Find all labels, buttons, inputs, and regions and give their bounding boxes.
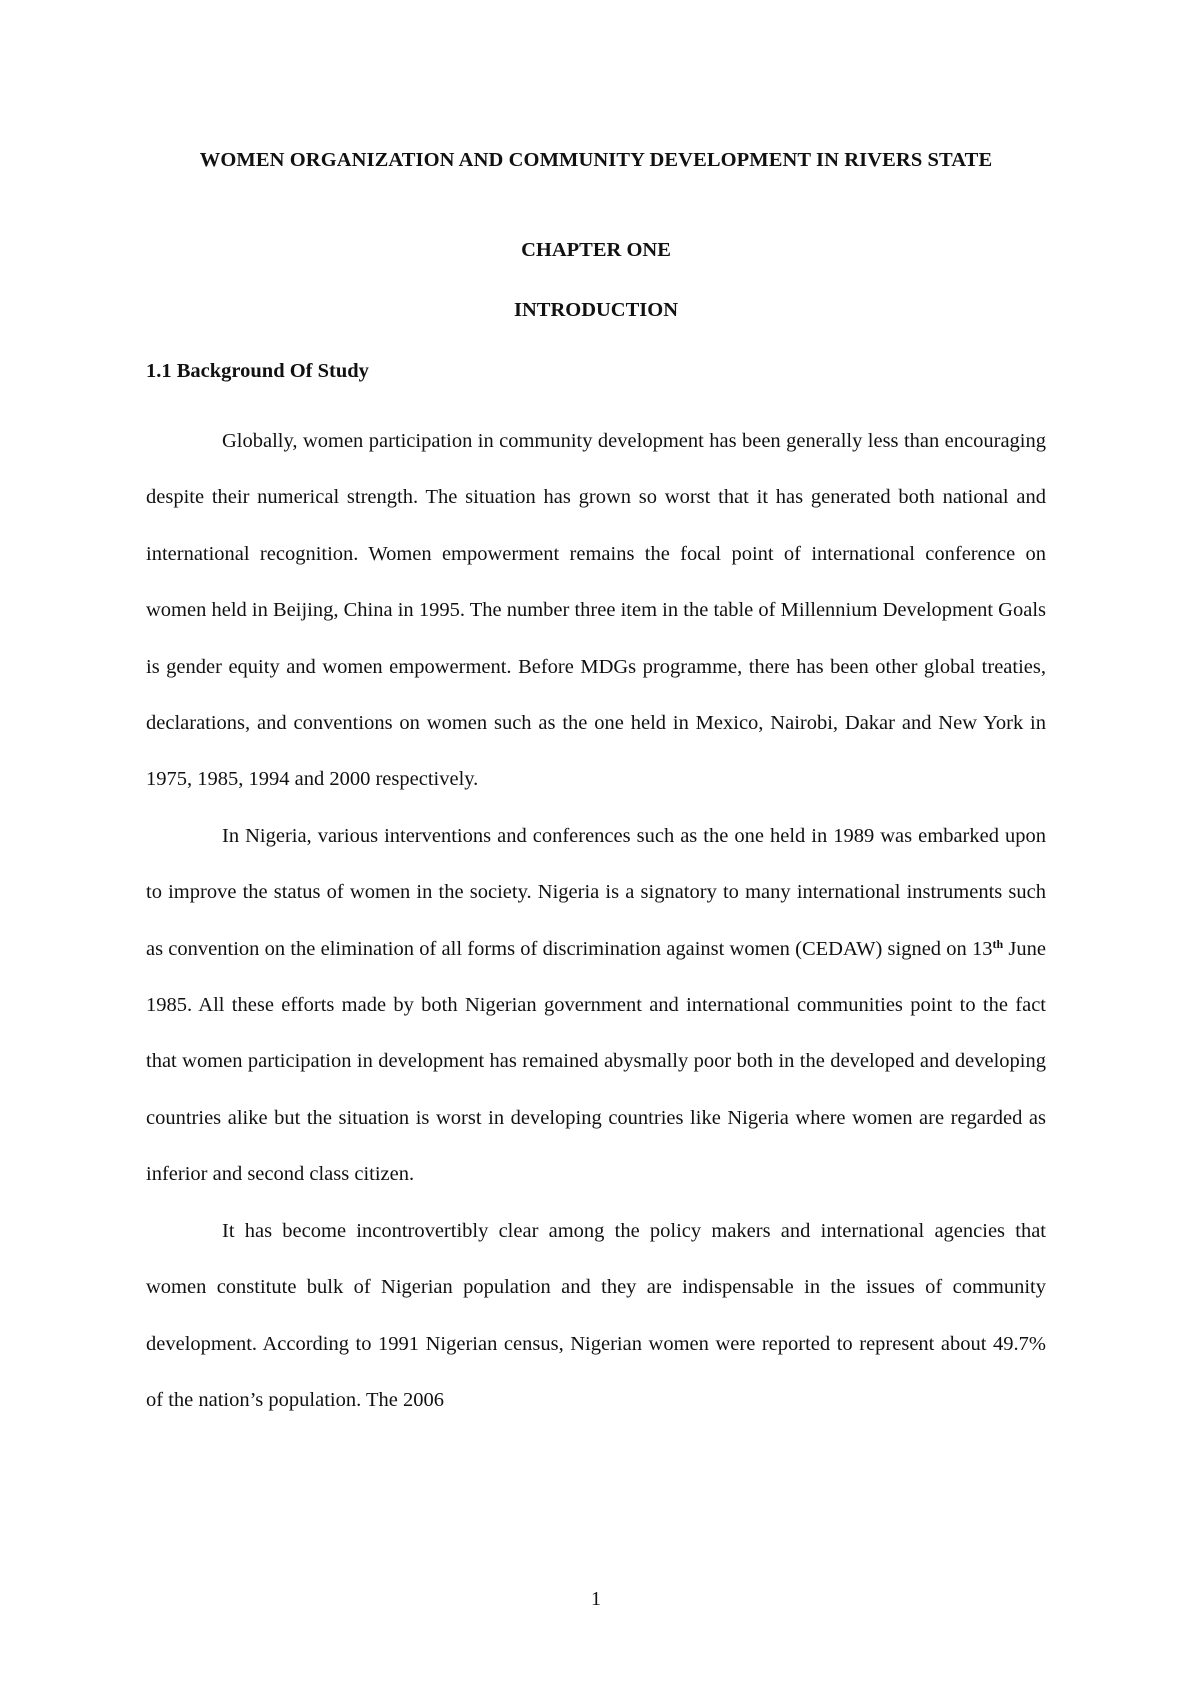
ordinal-superscript: th (992, 936, 1004, 951)
body-text (146, 413, 1046, 1428)
page-number: 1 (591, 1588, 601, 1610)
document-title: WOMEN ORGANIZATION AND COMMUNITY DEVELOPMENT IN RIVERS STATE (199, 149, 993, 171)
chapter-title: INTRODUCTION (513, 299, 679, 321)
paragraph-2 (146, 808, 1046, 1203)
paragraph-2-text-before-superscript: In Nigeria, various interventions and conferences such as the one held in 1989 was embarked upon to improve the status of women in the society. Nigeria is a signatory to many international instruments such as convention on the elimination of all forms of discrimination against women (CEDAW) signed on 13 (146, 824, 1046, 960)
section-heading: 1.1 Background Of Study (146, 360, 369, 382)
paragraph-3: It has become incontrovertibly clear among the policy makers and international agencies that women constitute bulk of Nigerian population and they are indispensable in the issues of community development. According to 1991 Nigerian census, Nigerian women were reported to represent about 49.7% of the nation’s population. The 2006 (146, 1219, 1046, 1411)
document-page (146, 0, 1046, 1698)
chapter-label: CHAPTER ONE (521, 239, 671, 261)
paragraph-2-text-after-superscript: June 1985. All these efforts made by both Nigerian government and international communities point to the fact that women participation in development has remained abysmally poor both in the developed and developing countries alike but the situation is worst in developing countries like Nigeria where women are regarded as inferior and second class citizen. (146, 937, 1046, 1186)
paragraph-1: Globally, women participation in community development has been generally less than encouraging despite their numerical strength. The situation has grown so worst that it has generated both national and international recognition. Women empowerment remains the focal point of international conference on women held in Beijing, China in 1995. The number three item in the table of Millennium Development Goals is gender equity and women empowerment. Before MDGs programme, there has been other global treaties, declarations, and conventions on women such as the one held in Mexico, Nairobi, Dakar and New York in 1975, 1985, 1994 and 2000 respectively. (146, 430, 1046, 791)
